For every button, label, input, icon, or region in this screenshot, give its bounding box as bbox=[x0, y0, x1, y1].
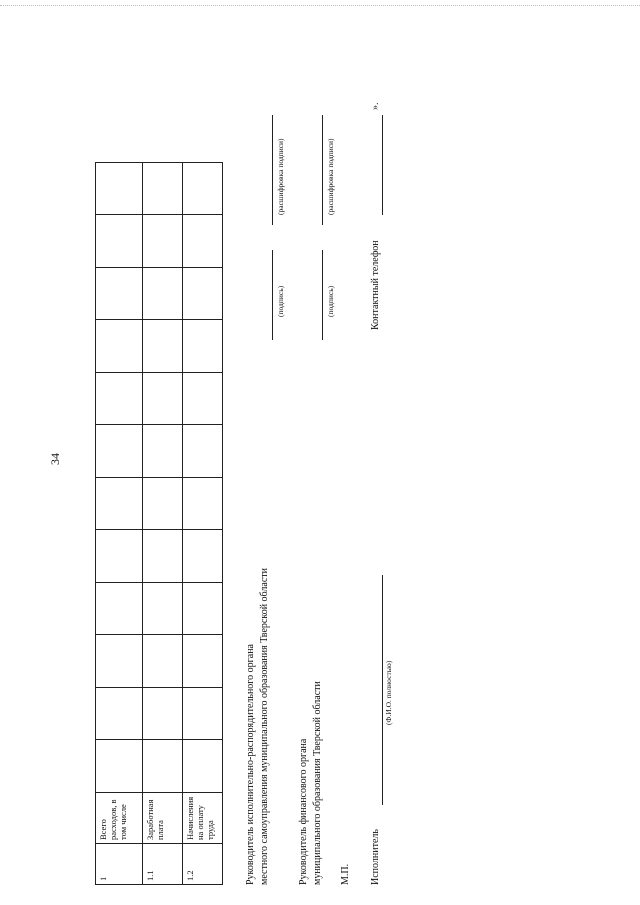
data-cell[interactable] bbox=[96, 373, 143, 426]
data-cell[interactable] bbox=[183, 268, 223, 321]
head-exec-signature-caption: (подпись) bbox=[276, 285, 285, 317]
data-cell[interactable] bbox=[143, 530, 183, 583]
data-cell[interactable] bbox=[96, 425, 143, 478]
data-cell[interactable] bbox=[96, 583, 143, 636]
row-number-cell: 1.2 bbox=[183, 844, 223, 885]
data-cell[interactable] bbox=[143, 688, 183, 741]
expense-table bbox=[95, 162, 223, 885]
data-cell[interactable] bbox=[143, 268, 183, 321]
phone-label: Контактный телефон bbox=[370, 240, 381, 330]
head-exec-signature-line bbox=[272, 250, 273, 340]
data-cell[interactable] bbox=[183, 215, 223, 268]
data-cell[interactable] bbox=[143, 583, 183, 636]
data-cell[interactable] bbox=[143, 163, 183, 216]
data-cell[interactable] bbox=[143, 215, 183, 268]
head-fin-signature-line bbox=[322, 250, 323, 340]
row-label-cell: Всего расходов, в том числе bbox=[96, 793, 143, 844]
data-cell[interactable] bbox=[183, 163, 223, 216]
data-cell[interactable] bbox=[143, 373, 183, 426]
phone-line bbox=[382, 115, 383, 215]
head-fin-signature-caption: (подпись) bbox=[326, 285, 335, 317]
data-cell[interactable] bbox=[183, 740, 223, 793]
data-cell[interactable] bbox=[96, 635, 143, 688]
executor-fio-line bbox=[382, 575, 383, 805]
table-row bbox=[96, 163, 143, 885]
data-cell[interactable] bbox=[96, 215, 143, 268]
head-exec-title-line2: местного самоуправления муниципального образования Тверской области bbox=[259, 568, 270, 885]
data-cell[interactable] bbox=[183, 530, 223, 583]
phone-tail: ». bbox=[370, 102, 381, 110]
data-cell[interactable] bbox=[96, 478, 143, 531]
head-fin-title-line2: муниципального образования Тверской области bbox=[312, 681, 323, 885]
data-cell[interactable] bbox=[96, 530, 143, 583]
head-exec-title-line1: Руководитель исполнительно-распорядительного органа bbox=[245, 644, 256, 885]
head-fin-decode-caption: (расшифровка подписи) bbox=[326, 138, 335, 215]
head-exec-decode-line bbox=[272, 115, 273, 225]
head-fin-title-line1: Руководитель финансового органа bbox=[298, 738, 309, 885]
data-cell[interactable] bbox=[143, 425, 183, 478]
row-label-cell: Заработная плата bbox=[143, 793, 183, 844]
data-cell[interactable] bbox=[143, 740, 183, 793]
data-cell[interactable] bbox=[96, 163, 143, 216]
data-cell[interactable] bbox=[143, 478, 183, 531]
data-cell[interactable] bbox=[183, 583, 223, 636]
data-cell[interactable] bbox=[143, 320, 183, 373]
row-number-cell: 1.1 bbox=[143, 844, 183, 885]
data-cell[interactable] bbox=[96, 268, 143, 321]
page-number: 34 bbox=[48, 453, 62, 465]
head-exec-decode-caption: (расшифровка подписи) bbox=[276, 138, 285, 215]
data-cell[interactable] bbox=[183, 425, 223, 478]
executor-label: Исполнитель bbox=[370, 829, 381, 885]
stamp-mark: М.П. bbox=[340, 863, 351, 885]
head-fin-decode-line bbox=[322, 115, 323, 225]
data-cell[interactable] bbox=[183, 635, 223, 688]
data-cell[interactable] bbox=[143, 635, 183, 688]
row-number-cell: 1 bbox=[96, 844, 143, 885]
table-row bbox=[143, 163, 183, 885]
data-cell[interactable] bbox=[183, 373, 223, 426]
data-cell[interactable] bbox=[183, 478, 223, 531]
data-cell[interactable] bbox=[96, 320, 143, 373]
table-row bbox=[183, 163, 223, 885]
data-cell[interactable] bbox=[183, 688, 223, 741]
data-cell[interactable] bbox=[96, 740, 143, 793]
data-cell[interactable] bbox=[183, 320, 223, 373]
data-cell[interactable] bbox=[96, 688, 143, 741]
row-label-cell: Начисления на оплату труда bbox=[183, 793, 223, 844]
executor-fio-caption: (Ф.И.О. полностью) bbox=[384, 660, 393, 725]
